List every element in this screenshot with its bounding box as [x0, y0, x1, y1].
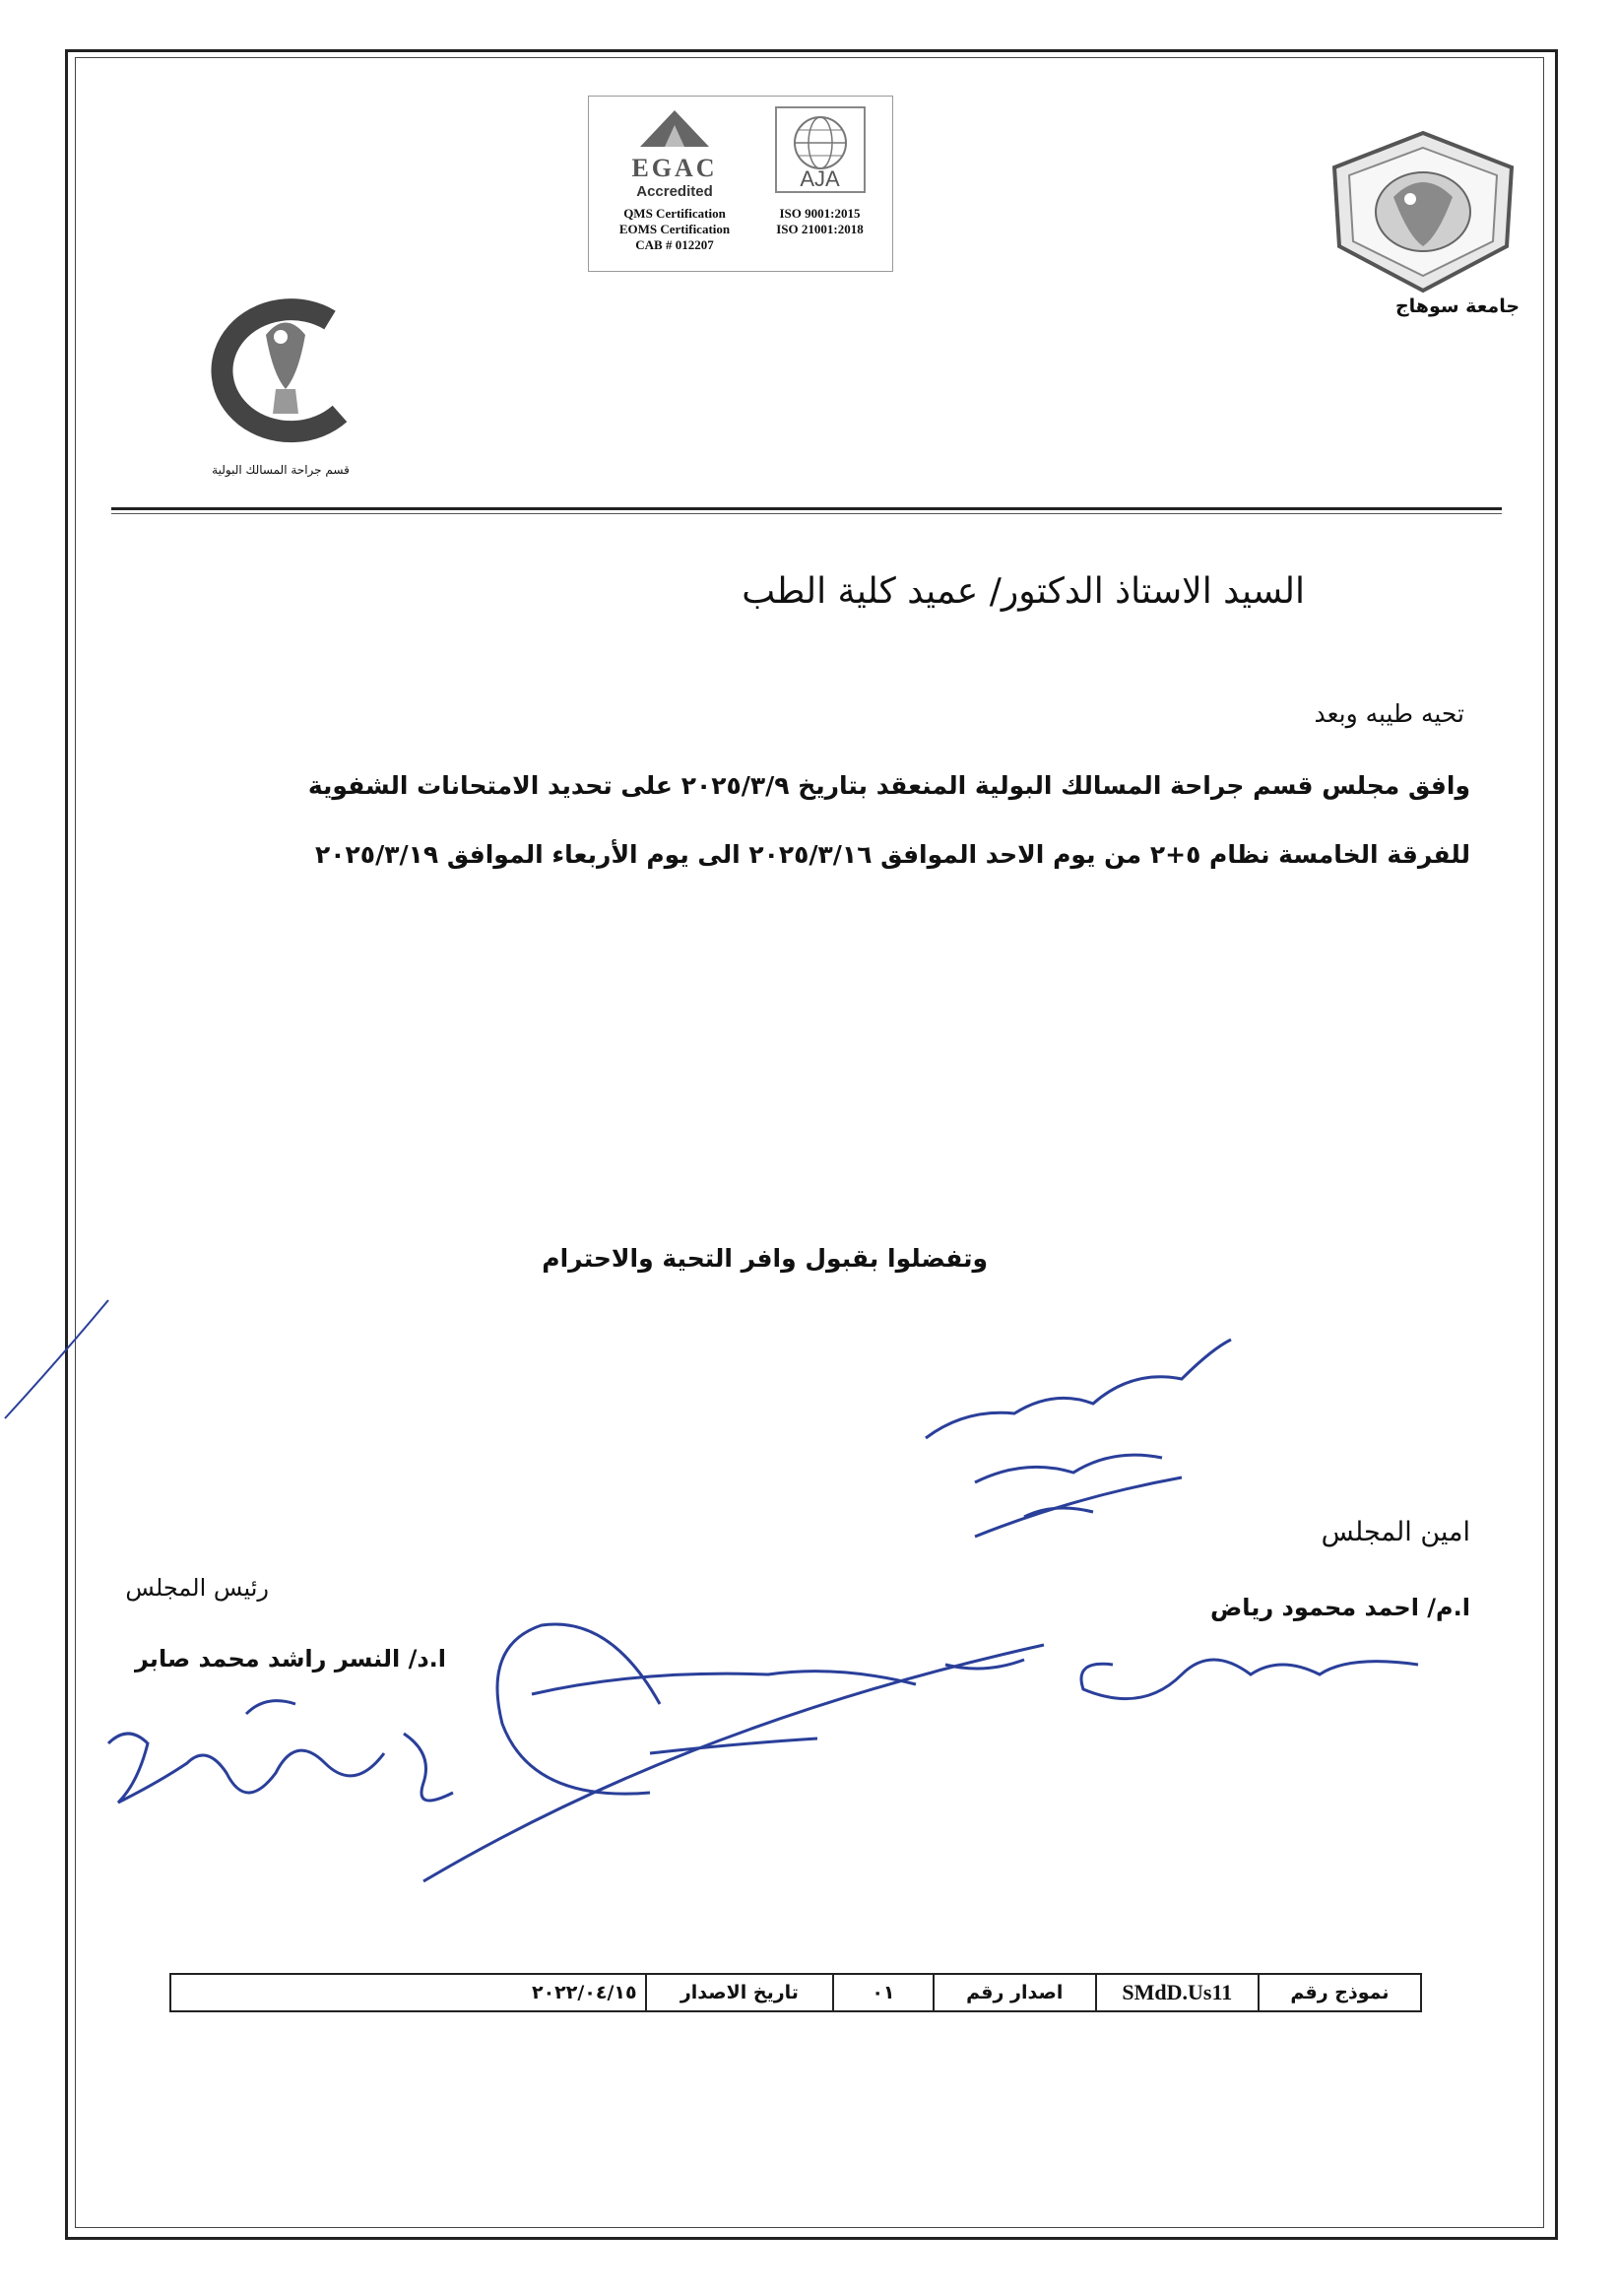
- chair-name: ا.د/ النسر راشد محمد صابر: [135, 1645, 446, 1673]
- letter-greeting: تحيه طيبه وبعد: [1314, 699, 1464, 728]
- form-number-label: نموذج رقم: [1259, 1974, 1421, 2011]
- document-control-table: [169, 1973, 1422, 2012]
- header-divider-thin: [111, 513, 1502, 514]
- chair-signature: [98, 1674, 473, 1842]
- egac-line: QMS Certification: [623, 206, 726, 221]
- handwritten-note-signature: [906, 1310, 1241, 1546]
- issue-date-value: ٢٠٢٢/٠٤/١٥: [170, 1974, 646, 2011]
- letter-closing: وتفضلوا بقبول وافر التحية والاحترام: [542, 1244, 988, 1273]
- secretary-title: امين المجلس: [1321, 1517, 1470, 1547]
- egac-line: EOMS Certification: [618, 222, 731, 236]
- faculty-of-medicine-logo: [182, 295, 379, 443]
- egac-certification: [601, 105, 748, 263]
- university-logo: [1320, 128, 1526, 295]
- issue-number-label: اصدار رقم: [934, 1974, 1096, 2011]
- letter-salutation: السيد الاستاذ الدكتور/ عميد كلية الطب: [742, 571, 1305, 612]
- egac-logo-text: EGAC: [631, 154, 718, 182]
- chair-title: رئيس المجلس: [125, 1574, 269, 1602]
- margin-pen-stroke: [0, 1280, 118, 1428]
- egac-accredited-text: Accredited: [636, 183, 713, 200]
- letter-body-line: وافق مجلس قسم جراحة المسالك البولية المنعقد بتاريخ ٢٠٢٥/٣/٩ على تحديد الامتحانات الشفوية: [307, 771, 1470, 800]
- issue-number-value: ٠١: [833, 1974, 934, 2011]
- aja-line: ISO 9001:2015: [779, 206, 861, 221]
- university-name: جامعة سوهاج: [1394, 295, 1521, 317]
- aja-certification: [758, 105, 881, 263]
- form-number-value: SMdD.Us11: [1096, 1974, 1259, 2011]
- aja-logo-text: AJA: [800, 166, 840, 191]
- secretary-name: ا.م/ احمد محمود رياض: [1210, 1594, 1470, 1621]
- issue-date-label: تاريخ الاصدار: [646, 1974, 834, 2011]
- department-caption: قسم جراحة المسالك البولية: [212, 463, 350, 477]
- aja-line: ISO 21001:2018: [776, 222, 864, 236]
- egac-line: CAB # 012207: [635, 237, 714, 252]
- secretary-signature: [394, 1566, 1438, 1901]
- letter-body-line: للفرقة الخامسة نظام ٥+٢ من يوم الاحد الموافق ٢٠٢٥/٣/١٦ الى يوم الأربعاء الموافق ٢٠٢٥/٣/١٩: [315, 840, 1470, 869]
- header-divider: [111, 507, 1502, 510]
- egac-pyramid-icon: [635, 105, 714, 150]
